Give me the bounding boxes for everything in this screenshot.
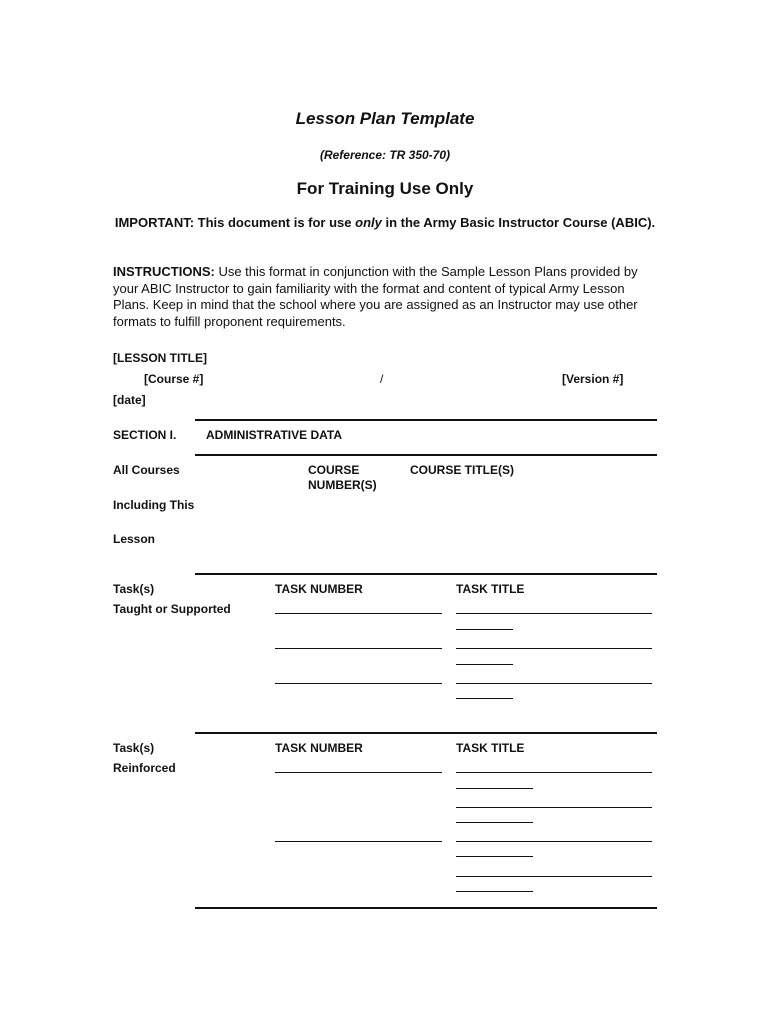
version-placeholder: [Version #] <box>562 372 624 386</box>
courses-label-line3: Lesson <box>113 532 156 546</box>
tasks-taught-label-line2: Taught or Supported <box>113 602 231 616</box>
section-rule-bottom <box>195 454 657 456</box>
courses-label-line1: All Courses <box>113 463 180 477</box>
important-prefix: IMPORTANT: This document is for use <box>114 215 356 230</box>
task-title-blank[interactable] <box>456 807 652 808</box>
section-label: SECTION I. <box>113 428 177 442</box>
task-number-blank[interactable] <box>275 613 442 614</box>
course-number-header-line2: NUMBER(S) <box>308 478 377 492</box>
bottom-rule <box>195 907 657 909</box>
task-title-blank-continued[interactable] <box>456 698 513 699</box>
task-title-blank[interactable] <box>456 841 652 842</box>
instructions-text: Use this format in conjunction with the Sample Lesson Plans provided by your ABIC Instructor to gain familiarity with the format and content of typical Army Lesson Plans. Keep in mind that the school where you are assigned as an Instructor may use other formats to fulfill proponent requirements. <box>113 264 638 329</box>
tasks-taught-rule <box>195 573 657 575</box>
task-title-blank[interactable] <box>456 876 652 877</box>
task-title-blank[interactable] <box>456 648 652 649</box>
task-title-blank-continued[interactable] <box>456 822 533 823</box>
section-title: ADMINISTRATIVE DATA <box>206 428 342 442</box>
section-rule-top <box>195 419 657 421</box>
task-title-blank-continued[interactable] <box>456 788 533 789</box>
tasks-reinforced-rule <box>195 732 657 734</box>
courses-label-line2: Including This <box>113 498 195 512</box>
course-title-header: COURSE TITLE(S) <box>410 463 514 477</box>
header-slash: / <box>380 372 384 386</box>
task-title-blank-continued[interactable] <box>456 891 533 892</box>
important-suffix: in the Army Basic Instructor Course (ABIC). <box>381 215 656 230</box>
task-title-blank-continued[interactable] <box>456 856 533 857</box>
instructions-paragraph <box>113 264 661 330</box>
task-number-blank[interactable] <box>275 772 442 773</box>
important-notice <box>113 214 657 231</box>
tasks-reinforced-title-header: TASK TITLE <box>456 741 525 755</box>
lesson-title-placeholder: [LESSON TITLE] <box>113 351 207 365</box>
course-number-placeholder: [Course #] <box>144 372 204 386</box>
tasks-reinforced-label-line2: Reinforced <box>113 761 176 775</box>
course-number-header-line1: COURSE <box>308 463 360 477</box>
task-title-blank[interactable] <box>456 772 652 773</box>
tasks-taught-title-header: TASK TITLE <box>456 582 525 596</box>
task-title-blank[interactable] <box>456 683 652 684</box>
important-emphasis: only <box>355 215 382 230</box>
date-placeholder: [date] <box>113 393 146 407</box>
task-number-blank[interactable] <box>275 648 442 649</box>
tasks-taught-number-header: TASK NUMBER <box>275 582 363 596</box>
tasks-reinforced-label-line1: Task(s) <box>113 741 155 755</box>
instructions-label: INSTRUCTIONS: <box>113 264 215 279</box>
tasks-taught-label-line1: Task(s) <box>113 582 155 596</box>
task-number-blank[interactable] <box>275 683 442 684</box>
task-title-blank-continued[interactable] <box>456 664 513 665</box>
task-title-blank-continued[interactable] <box>456 629 513 630</box>
task-title-blank[interactable] <box>456 613 652 614</box>
document-title: Lesson Plan Template <box>295 109 475 128</box>
tasks-reinforced-number-header: TASK NUMBER <box>275 741 363 755</box>
training-use-heading: For Training Use Only <box>296 179 474 198</box>
task-number-blank[interactable] <box>275 841 442 842</box>
reference-line: (Reference: TR 350-70) <box>319 148 451 162</box>
